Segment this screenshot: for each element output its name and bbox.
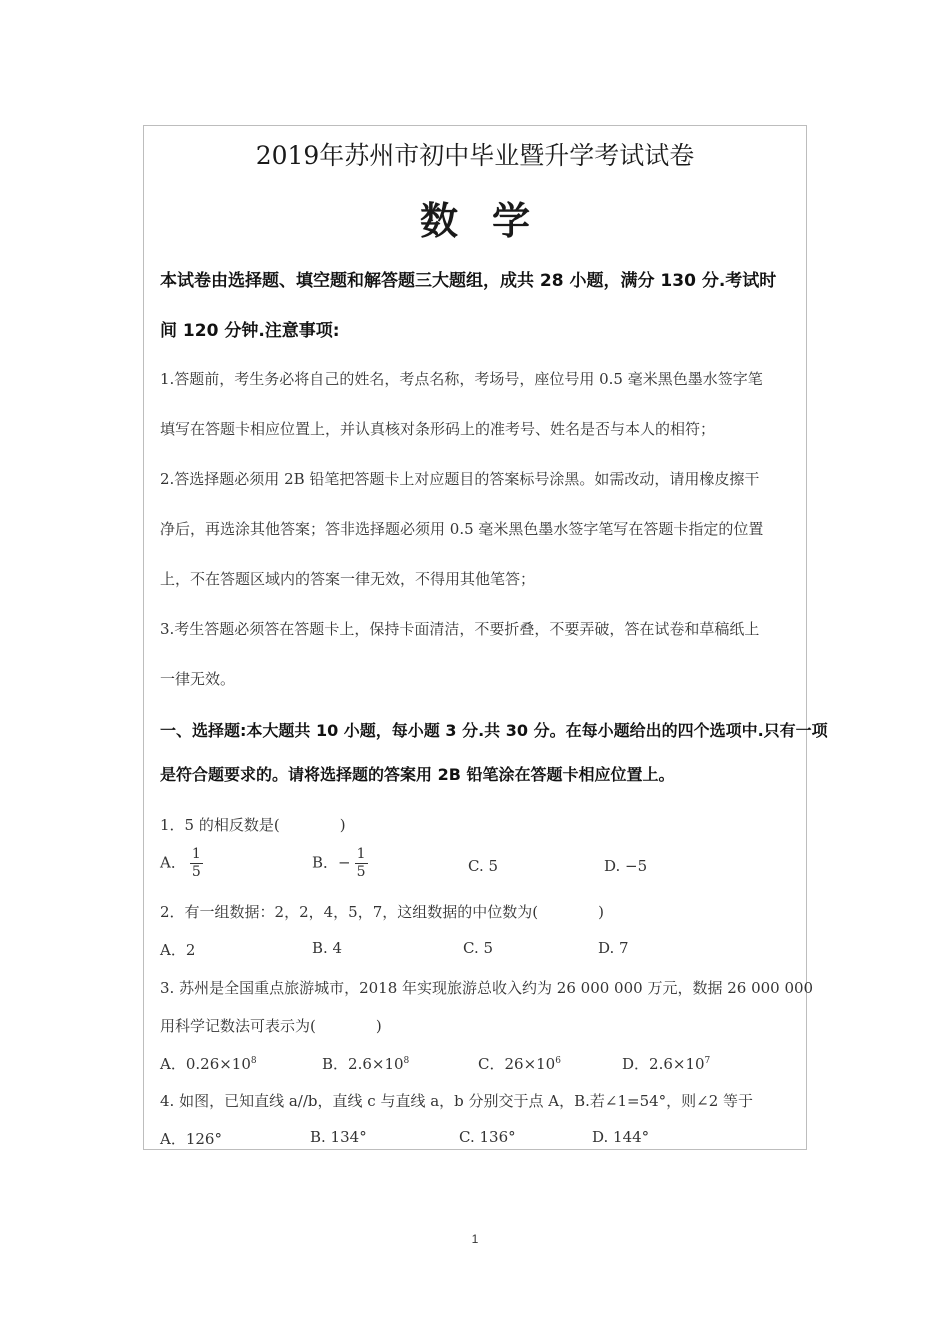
exam-title: 2019年苏州市初中毕业暨升学考试试卷 [255,141,695,170]
subject-heading: 数学 [419,199,564,243]
q2-option-b: B. 4 [312,939,343,957]
q2-option-c: C. 5 [463,939,494,957]
q4-option-a: A．126° [160,1130,222,1148]
q3-stem-line-1: 3. 苏州是全国重点旅游城市，2018 年实现旅游总收入约为 26 000 000 万元，数据 26 000 000 [160,979,814,997]
q4-option-b: B. 134° [310,1128,367,1146]
intro-line-2: 间 120 分钟.注意事项: [160,321,340,341]
note-line: 上，不在答题区域内的答案一律无效，不得用其他笔答； [160,570,536,588]
section1-line-1: 一、选择题:本大题共 10 小题，每小题 3 分.共 30 分。在每小题给出的四个选项中.只有一项 [160,721,828,740]
q2-option-d: D. 7 [598,939,629,957]
intro-line-1: 本试卷由选择题、填空题和解答题三大题组，成共 28 小题，满分 130 分.考试时 [160,271,777,291]
note-line: 一律无效。 [160,670,236,688]
q3-option-d: D．$2.6\times 10^7$ [622,1055,711,1073]
q4-option-c: C. 136° [459,1128,516,1146]
section1-line-2: 是符合题要求的。请将选择题的答案用 2B 铅笔涂在答题卡相应位置上。 [160,765,675,784]
q4-option-d: D. 144° [592,1128,650,1146]
note-line: 净后，再选涂其他答案；答非选择题必须用 0.5 毫米黑色墨水签字笔写在答题卡指定的位置 [160,520,764,538]
page-number: 1 [471,1232,479,1246]
q3-option-a: A．$0.26\times 10^8$ [160,1055,257,1073]
q3-stem-line-2: 用科学记数法可表示为( ) [160,1017,382,1035]
note-line: 填写在答题卡相应位置上，并认真核对条形码上的准考号、姓名是否与本人的相符； [160,420,716,438]
q2-stem: 2．有一组数据：2，2，4，5，7，这组数据的中位数为( ) [160,903,604,921]
q1-stem: 1．5 的相反数是( ) [160,816,346,834]
note-line: 3.考生答题必须答在答题卡上，保持卡面清洁，不要折叠，不要弄破，答在试卷和草稿纸上 [160,620,760,638]
q3-option-c: C．$26\times 10^6$ [478,1055,561,1073]
q1-option-b: B．− $\frac{1}{5}$ [312,846,366,880]
note-line: 2.答选择题必须用 2B 铅笔把答题卡上对应题目的答案标号涂黑。如需改动，请用橡皮擦干 [160,470,760,488]
q4-stem: 4. 如图，已知直线 a//b，直线 c 与直线 a，b 分别交于点 A，B.若∠1=54°，则∠2 等于 [160,1092,754,1110]
q1-option-c: C. 5 [468,857,499,875]
q1-option-a: A． $\frac{1}{5}$ [160,846,201,880]
q3-option-b: B．$2.6\times 10^8$ [322,1055,410,1073]
note-line: 1.答题前，考生务必将自己的姓名，考点名称，考场号，座位号用 0.5 毫米黑色墨水签字笔 [160,370,763,388]
q2-option-a: A．2 [160,941,196,959]
q1-option-d: D. −5 [604,857,648,875]
